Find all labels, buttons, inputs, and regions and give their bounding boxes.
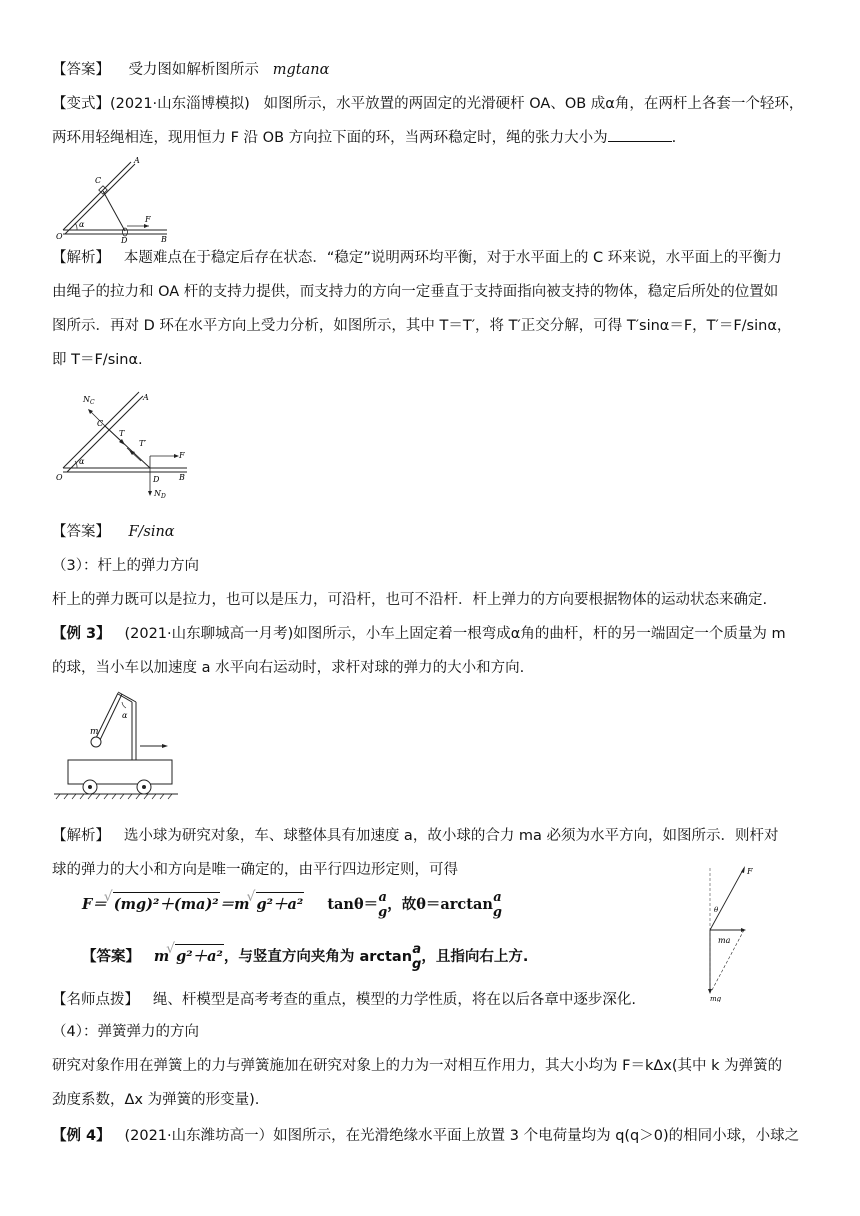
answer-line-2: 【答案】 F/sinα — [52, 524, 175, 540]
answer-line-3: 【答案】 m√ g²＋a²，与竖直方向夹角为 arctan a g ，且指向右上方. — [82, 942, 528, 972]
section3-body: 杆上的弹力既可以是拉力，也可以是压力，可沿杆，也可不沿杆．杆上弹力的方向要根据物体的运动状态来确定. — [52, 592, 768, 608]
section4-line-1: 研究对象作用在弹簧上的力与弹簧施加在研究对象上的力为一对相互作用力，其大小均为 F＝kΔx(其中 k 为弹簧的 — [52, 1058, 783, 1074]
section4-line-2: 劲度系数，Δx 为弹簧的形变量). — [52, 1092, 260, 1108]
example3-line-1: 【例 3】 (2021·山东聊城高一月考)如图所示，小车上固定着一根弯成α角的曲杆，杆的另一端固定一个质量为 m — [52, 626, 786, 642]
equation-line: F＝√ (mg)²＋(ma)²＝m√ g²＋a² tanθ＝ a g ，故θ＝arctan a g — [82, 890, 502, 920]
figure-force-parallelogram — [700, 862, 760, 1002]
fig2-label-O: O — [56, 473, 63, 482]
analysis3-line-2: 球的弹力的大小和方向是唯一确定的，由平行四边形定则，可得 — [52, 862, 458, 878]
example3-line-2: 的球，当小车以加速度 a 水平向右运动时，求杆对球的弹力的大小和方向. — [52, 660, 525, 676]
variant-source: (2021·山东淄博模拟) — [110, 96, 250, 112]
fig2-label-F: F — [179, 451, 185, 460]
fig2-label-Nc: $N_C$ — [83, 395, 95, 406]
fig4-label-F: F — [747, 867, 753, 876]
fig2-label-B: B — [179, 473, 185, 482]
sqrt-1: √ (mg)²＋(ma)² — [113, 892, 220, 914]
variant-text-1: 如图所示，水平放置的两固定的光滑硬杆 OA、OB 成α角，在两杆上各套一个轻环， — [263, 96, 804, 112]
fig4-label-theta: θ — [714, 906, 719, 914]
answer-tag: 【答案】 — [52, 62, 110, 78]
fig1-label-O: O — [56, 232, 63, 241]
fig3-label-m: m — [90, 727, 99, 737]
fig2-label-D: D — [153, 475, 160, 484]
fig1-label-F: F — [145, 215, 151, 224]
analysis1-line-3: 图所示．再对 D 环在水平方向上受力分析，如图所示，其中 T＝T′，将 T′正交分解，可得 T′sinα＝F，T′＝F/sinα， — [52, 318, 792, 334]
fig2-label-Tprime: T′ — [139, 439, 147, 448]
answer-blank — [608, 127, 672, 142]
fraction-a-over-g: a g — [378, 890, 388, 920]
fig2-label-T: T — [119, 429, 125, 438]
sqrt-2: √ g²＋a² — [256, 892, 305, 914]
fig3-label-alpha: α — [122, 711, 128, 720]
section3-heading: （3）：杆上的弹力方向 — [52, 558, 199, 574]
figure-force-analysis — [55, 386, 195, 502]
tip-line: 【名师点拨】 绳、杆模型是高考考查的重点，模型的力学性质，将在以后各章中逐步深化. — [52, 992, 636, 1008]
variant-line-1 — [52, 94, 803, 114]
analysis1-line-1: 【解析】 本题难点在于稳定后存在状态．“稳定”说明两环均平衡，对于水平面上的 C 环来说，水平面上的平衡力 — [52, 250, 782, 266]
fig1-label-D: D — [121, 236, 128, 243]
fig2-label-Nd: $N_D$ — [154, 489, 166, 500]
analysis1-line-4: 即 T＝F/sinα. — [52, 352, 143, 368]
answer-formula: mgtanα — [272, 62, 330, 78]
analysis1-line-2: 由绳子的拉力和 OA 杆的支持力提供，而支持力的方向一定垂直于支持面指向被支持的物体，稳定后所处的位置如 — [52, 284, 779, 300]
fraction-a-over-g-2: a g — [492, 890, 502, 920]
variant-tag: 【变式】 — [52, 96, 110, 112]
variant-line-2: 两环用轻绳相连，现用恒力 F 沿 OB 方向拉下面的环，当两环稳定时，绳的张力大小为 . — [52, 127, 676, 148]
answer-text: 受力图如解析图所示 — [128, 62, 259, 78]
variant-text-2: 两环用轻绳相连，现用恒力 F 沿 OB 方向拉下面的环，当两环稳定时，绳的张力大小为 — [52, 130, 608, 146]
figure-cart-rod-ball — [52, 688, 182, 800]
fig1-label-C: C — [95, 176, 102, 185]
answer-line-1 — [52, 60, 329, 80]
fig2-label-alpha: α — [79, 457, 85, 466]
section4-heading: （4）：弹簧弹力的方向 — [52, 1024, 199, 1040]
fig1-label-alpha: α — [79, 220, 85, 229]
fig4-label-ma: ma — [718, 936, 731, 945]
fig2-label-C: C — [97, 419, 104, 428]
example4-line-1: 【例 4】 (2021·山东潍坊高一）如图所示，在光滑绝缘水平面上放置 3 个电荷量均为 q(q＞0)的相同小球，小球之 — [52, 1128, 800, 1144]
fig2-label-A: A — [143, 393, 149, 402]
fig1-label-A: A — [134, 156, 140, 165]
figure-rods-rings — [55, 155, 175, 243]
fig4-label-mg: mg — [710, 995, 722, 1002]
fig1-label-B: B — [161, 235, 167, 243]
analysis-tag: 【解析】 — [52, 250, 110, 266]
analysis3-line-1: 【解析】 选小球为研究对象，车、球整体具有加速度 a，故小球的合力 ma 必须为水平方向，如图所示．则杆对 — [52, 828, 779, 844]
